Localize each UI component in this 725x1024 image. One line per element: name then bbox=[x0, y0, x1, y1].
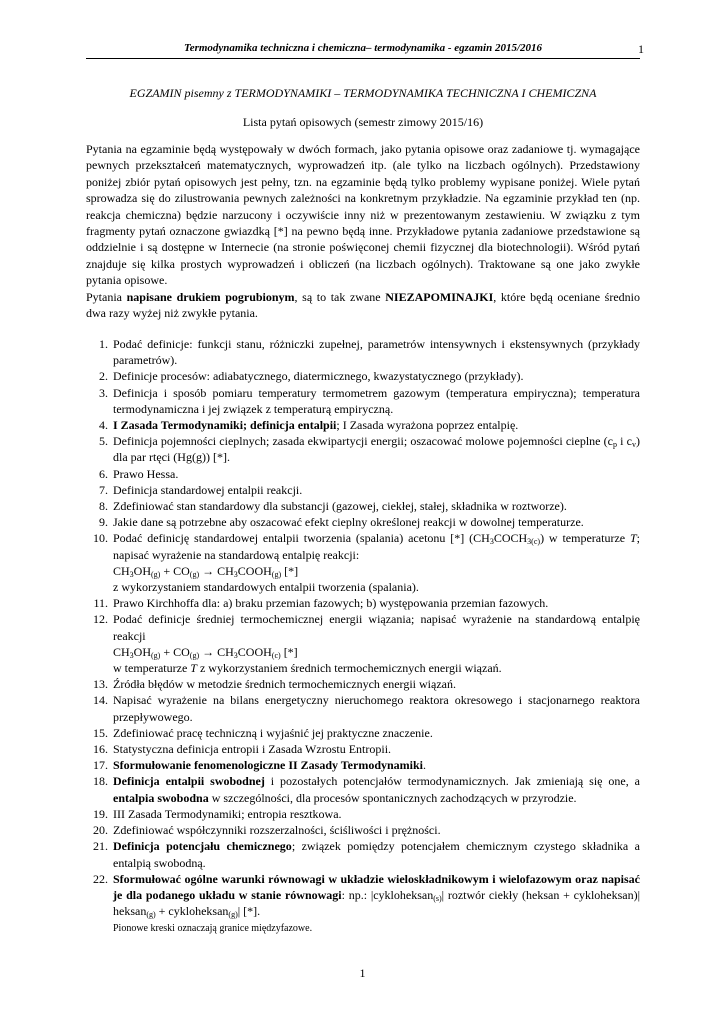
question-text: + cykloheksan bbox=[155, 904, 229, 919]
question-bold-text: Sformułowanie fenomenologiczne II Zasady Termodynamiki bbox=[113, 758, 424, 773]
intro-text-run: , które będą oceniane średnio dwa razy wyżej niż zwykłe pytania. bbox=[86, 289, 640, 321]
question-item bbox=[86, 773, 640, 805]
intro-text bbox=[86, 141, 640, 321]
question-number: 5 . bbox=[86, 433, 108, 449]
formula-part: + CO bbox=[160, 563, 190, 578]
formula-part: CH bbox=[217, 644, 234, 659]
question-item bbox=[86, 514, 640, 530]
formula-part: CH bbox=[217, 563, 234, 578]
question-text: ; I Zasada wyrażona poprzez entalpię. bbox=[336, 418, 519, 433]
question-text: Napisać wyrażenie na bilans energetyczny nieruchomego reaktora okresowego i stacjonarnego reaktora przepływowego. bbox=[113, 693, 640, 724]
question-item bbox=[86, 611, 640, 676]
question-number: 8 . bbox=[86, 498, 108, 514]
formula-part: OH bbox=[133, 563, 152, 578]
question-text: w szczególności, dla procesów spontanicznych zachodzących w przyrodzie. bbox=[208, 790, 577, 805]
question-text: z wykorzystaniem średnich termochemicznych energii wiązań. bbox=[196, 661, 502, 676]
subscript: 3 bbox=[233, 650, 238, 660]
question-item bbox=[86, 433, 640, 465]
intro-bold-run: napisane drukiem pogrubionym bbox=[126, 289, 295, 304]
subscript: 3 bbox=[489, 537, 494, 547]
header-rule bbox=[86, 58, 640, 59]
question-number: 22 . bbox=[86, 871, 108, 887]
question-text: ) w temperaturze bbox=[540, 531, 630, 546]
subscript: (g) bbox=[146, 910, 156, 920]
temperature-symbol: T bbox=[190, 661, 197, 676]
question-number: 18 . bbox=[86, 773, 108, 789]
temperature-symbol: T bbox=[629, 531, 637, 546]
question-number: 21 . bbox=[86, 838, 108, 854]
question-number: 2 . bbox=[86, 368, 108, 384]
reaction-equation bbox=[113, 645, 298, 659]
subscript: v bbox=[632, 440, 636, 450]
subscript: (g) bbox=[151, 569, 161, 579]
formula-part: CH bbox=[113, 563, 130, 578]
question-list bbox=[86, 336, 640, 938]
question-item bbox=[86, 482, 640, 498]
formula-part: + CO bbox=[160, 644, 190, 659]
question-text: III Zasada Termodynamiki; entropia resztkowa. bbox=[113, 806, 342, 821]
question-item bbox=[86, 806, 640, 822]
question-number: 11 . bbox=[86, 595, 108, 611]
question-number: 14 . bbox=[86, 692, 108, 708]
subscript: 3 bbox=[129, 650, 134, 660]
running-title: Termodynamika techniczna i chemiczna– termodynamika - egzamin 2015/2016 bbox=[183, 42, 542, 54]
question-number: 19 . bbox=[86, 806, 108, 822]
question-text: Prawo Hessa. bbox=[113, 466, 179, 481]
intro-text-run: Pytania bbox=[86, 289, 127, 304]
question-item bbox=[86, 676, 640, 692]
reaction-arrow: → bbox=[199, 563, 218, 578]
question-bold-text: entalpia swobodna bbox=[113, 790, 209, 805]
intro-text-run: , są to tak zwane bbox=[294, 289, 386, 304]
question-text: Zdefiniować pracę techniczną i wyjaśnić jej praktyczne znaczenie. bbox=[113, 725, 433, 740]
question-text: i pozostałych potencjałów termodynamicznych. Jak zmieniają się one, a bbox=[264, 774, 640, 789]
running-header bbox=[86, 42, 644, 58]
subscript: (g) bbox=[189, 650, 200, 660]
subscript: (g) bbox=[189, 569, 200, 579]
reaction-equation bbox=[113, 564, 298, 578]
subscript: (c) bbox=[271, 650, 281, 660]
question-bold-text: Definicja potencjału chemicznego bbox=[113, 839, 292, 854]
question-text: Statystyczna definicja entropii i Zasada Wzrostu Entropii. bbox=[113, 742, 392, 757]
question-text: Definicja i sposób pomiaru temperatury termometrem gazowym (temperatura empiryczna); temperatura termodynamiczna i jej związek z temperaturą empiryczną. bbox=[113, 385, 640, 416]
question-text: Definicja pojemności cieplnych; zasada ekwipartycji energii; oszacować molowe pojemności cieplne (c bbox=[113, 434, 613, 449]
reaction-arrow: → bbox=[199, 644, 218, 659]
question-text: ) dla par rtęci (Hg(g)) [*]. bbox=[113, 434, 640, 465]
exam-subtitle: Lista pytań opisowych (semestr zimowy 2015/16) bbox=[242, 115, 484, 129]
subscript: p bbox=[612, 440, 617, 450]
question-item bbox=[86, 692, 640, 724]
header-page-number: 1 bbox=[638, 42, 644, 56]
question-item bbox=[86, 530, 640, 595]
question-text: | [*]. bbox=[237, 904, 261, 919]
question-text: z wykorzystaniem standardowych entalpii tworzenia (spalania). bbox=[113, 580, 419, 595]
question-item bbox=[86, 741, 640, 757]
question-bold-text: I Zasada Termodynamiki; definicja entalpii bbox=[113, 418, 337, 433]
question-text: Definicja standardowej entalpii reakcji. bbox=[113, 482, 303, 497]
formula-part: COOH bbox=[237, 644, 272, 659]
subscript: 3(c) bbox=[527, 537, 541, 547]
question-item bbox=[86, 368, 640, 384]
subscript: (s) bbox=[433, 893, 442, 903]
question-number: 13 . bbox=[86, 676, 108, 692]
question-number: 3 . bbox=[86, 385, 108, 401]
question-text: ; związek pomiędzy potencjałem chemicznym czystego składnika a entalpią swobodną. bbox=[113, 839, 640, 870]
question-text: COCH bbox=[493, 531, 528, 546]
intro-paragraph-1: Pytania na egzaminie będą występowały w dwóch formach, jako pytania opisowe oraz zadaniowe tj. wymagające pewnych przekształceń matematycznych, wyprowadzeń itp. (ale tylko na liczbach ogólnych). Przedstawiony poniżej zbiór pytań opisowych jest pełny, tzn. na egzaminie będą tylko problemy wypisane poniżej. Wiele pytań sprowadza się do zilustrowania pewnych zależności na konkretnym przykładzie. Na egzaminie przykład ten (np. reakcja chemiczna) będzie narzucony i oczywiście inny niż w prezentowanym zestawieniu. W związku z tym fragmenty pytań oznaczone gwiazdką [*] na pewno będą inne. Przykładowe pytania zadaniowe przedstawione są oddzielnie i są dostępne w Internecie (na stronie poświęconej chemii fizycznej dla biotechnologii). Wśród pytań znajduje się kilka prostych wyprowadzeń i obliczeń (na liczbach ogólnych). Traktowane są one jako zwykłe pytania opisowe. bbox=[86, 142, 640, 288]
question-number: 16 . bbox=[86, 741, 108, 757]
question-text: Jakie dane są potrzebne aby oszacować efekt cieplny określonej reakcji w dowolnej temperaturze. bbox=[113, 515, 584, 530]
question-item bbox=[86, 385, 640, 417]
question-number: 15 . bbox=[86, 725, 108, 741]
subscript: (g) bbox=[271, 569, 282, 579]
question-text: ; napisać wyrażenie na standardową entalpię reakcji: bbox=[113, 531, 640, 562]
question-number: 4 . bbox=[86, 417, 108, 433]
formula-part: COOH bbox=[237, 563, 272, 578]
question-number: 1 . bbox=[86, 336, 108, 352]
question-text: . bbox=[423, 758, 427, 773]
question-item bbox=[86, 595, 640, 611]
question-number: 17 . bbox=[86, 757, 108, 773]
question-text: Zdefiniować współczynniki rozszerzalności, ściśliwości i prężności. bbox=[113, 823, 441, 838]
question-text: Zdefiniować stan standardowy dla substancji (gazowej, ciekłej, stałej, składnika w roztworze). bbox=[113, 499, 567, 514]
question-item bbox=[86, 822, 640, 838]
footnote-note: Pionowe kreski oznaczają granice międzyfazowe. bbox=[113, 923, 313, 935]
subscript: (g) bbox=[228, 910, 238, 920]
question-item bbox=[86, 757, 640, 773]
question-text: Definicje procesów: adiabatycznego, diatermicznego, kwazystatycznego (przykłady). bbox=[113, 369, 524, 384]
question-text: Podać definicje: funkcji stanu, różniczki zupełnej, parametrów intensywnych i ekstensywnych (przykłady parametrów). bbox=[113, 337, 640, 368]
question-number: 6 . bbox=[86, 466, 108, 482]
intro-paragraph-2 bbox=[86, 289, 640, 322]
question-text: Podać definicje średniej termochemicznej energii wiązania; napisać wyrażenie na standardową entalpię reakcji bbox=[113, 612, 640, 643]
question-text: i c bbox=[616, 434, 632, 449]
formula-part: [*] bbox=[280, 644, 298, 659]
question-number: 20 . bbox=[86, 822, 108, 838]
question-text: Prawo Kirchhoffa dla: a) braku przemian fazowych; b) występowania przemian fazowych. bbox=[113, 596, 549, 611]
question-number: 10 . bbox=[86, 530, 108, 546]
question-text: w temperaturze bbox=[113, 661, 191, 676]
formula-part: CH bbox=[113, 644, 130, 659]
question-text: Podać definicję standardowej entalpii tworzenia (spalania) acetonu [*] (CH bbox=[113, 531, 490, 546]
question-number: 7 . bbox=[86, 482, 108, 498]
formula-part: [*] bbox=[281, 563, 299, 578]
question-text: Źródła błędów w metodzie średnich termochemicznych energii wiązań. bbox=[113, 677, 456, 692]
question-item bbox=[86, 725, 640, 741]
subscript: (g) bbox=[151, 650, 161, 660]
question-text: : np.: |cykloheksan bbox=[341, 887, 434, 902]
subscript: 3 bbox=[129, 569, 134, 579]
question-number: 9 . bbox=[86, 514, 108, 530]
footer-page-number: 1 bbox=[359, 966, 366, 980]
question-item bbox=[86, 466, 640, 482]
subscript: 3 bbox=[233, 569, 238, 579]
question-bold-text: Definicja entalpii swobodnej bbox=[113, 774, 265, 789]
intro-bold-run: NIEZAPOMINAJKI bbox=[385, 289, 494, 304]
question-item bbox=[86, 871, 640, 938]
question-number: 12 . bbox=[86, 611, 108, 627]
question-text: | roztwór ciekły (heksan + cykloheksan)| heksan bbox=[113, 887, 640, 919]
formula-part: OH bbox=[133, 644, 152, 659]
question-item bbox=[86, 838, 640, 870]
exam-title: EGZAMIN pisemny z TERMODYNAMIKI – TERMODYNAMIKA TECHNICZNA I CHEMICZNA bbox=[129, 86, 597, 100]
question-item bbox=[86, 498, 640, 514]
question-bold-text: Sformułować ogólne warunki równowagi w układzie wieloskładnikowym i wielofazowym oraz napisać je dla podanego układu w stanie równowagi bbox=[113, 871, 640, 902]
question-item bbox=[86, 336, 640, 368]
question-item bbox=[86, 417, 640, 433]
